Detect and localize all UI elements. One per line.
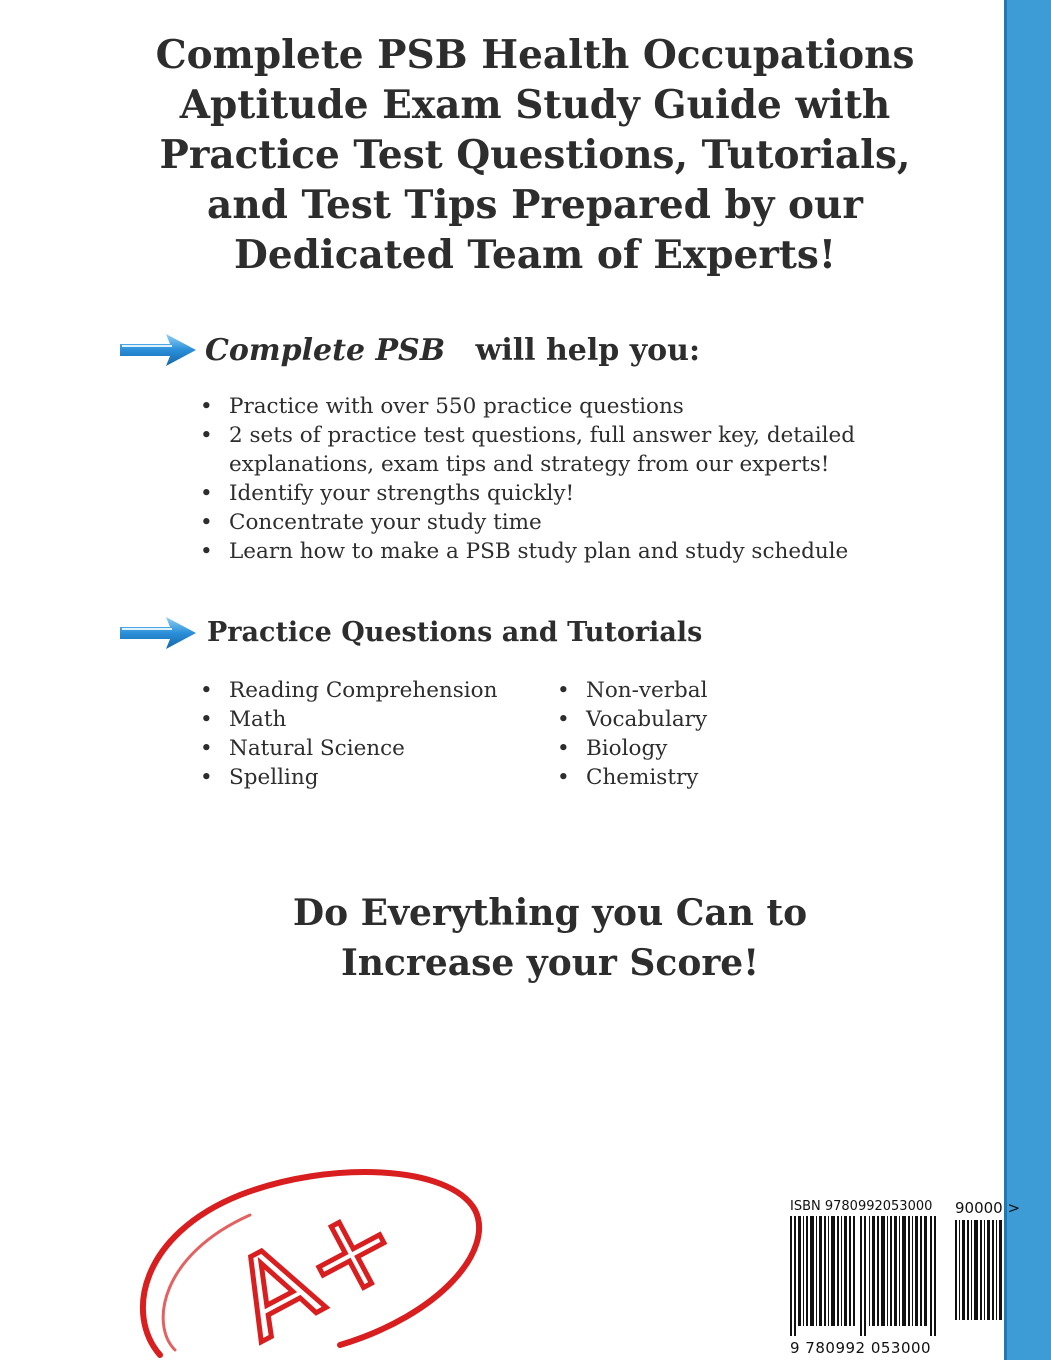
a-plus-grade-icon — [120, 1145, 500, 1365]
list-item: • Non-verbal — [557, 676, 707, 705]
list-item: • Concentrate your study time — [200, 508, 855, 537]
price-code: 90000 > — [955, 1199, 1021, 1217]
title-line: Aptitude Exam Study Guide with — [179, 82, 891, 128]
title-line: Dedicated Team of Experts! — [234, 232, 836, 278]
cta-line: Do Everything you Can to — [292, 892, 808, 934]
list-item: • Identify your strengths quickly! — [200, 479, 855, 508]
list-item-text: 2 sets of practice test questions, full answer key, detailed — [229, 423, 855, 448]
list-item: • Chemistry — [557, 763, 707, 792]
spine-color-bar — [1004, 0, 1051, 1360]
list-item: • Reading Comprehension — [200, 676, 497, 705]
list-item: • Learn how to make a PSB study plan and study schedule — [200, 537, 855, 566]
help-list — [200, 392, 855, 566]
title-line: Practice Test Questions, Tutorials, — [159, 132, 911, 178]
barcode-icon — [790, 1216, 945, 1336]
list-item: • Vocabulary — [557, 705, 707, 734]
price-barcode-icon — [955, 1220, 1003, 1320]
barcode-digits: 9 780992 053000 — [790, 1339, 932, 1357]
cta-line: Increase your Score! — [340, 942, 760, 984]
arrow-right-icon — [118, 332, 198, 368]
list-item: • Math — [200, 705, 497, 734]
help-heading-rest: will help you: — [475, 333, 701, 368]
list-item: • Natural Science — [200, 734, 497, 763]
list-item — [200, 421, 855, 479]
list-item: • Biology — [557, 734, 707, 763]
title-line: and Test Tips Prepared by our — [207, 182, 863, 228]
topics-list-right — [557, 676, 707, 792]
help-heading — [205, 333, 700, 368]
list-item: • Practice with over 550 practice questions — [200, 392, 855, 421]
help-heading-emphasis: Complete PSB — [205, 333, 446, 368]
isbn-label: ISBN 9780992053000 — [790, 1199, 933, 1214]
list-item: • Spelling — [200, 763, 497, 792]
grade-letter: A+ — [212, 1173, 421, 1365]
call-to-action — [150, 888, 950, 988]
practice-heading: Practice Questions and Tutorials — [207, 617, 703, 648]
book-title — [110, 30, 960, 280]
spine-edge — [1004, 0, 1007, 1360]
title-line: Complete PSB Health Occupations — [155, 32, 915, 78]
arrow-right-icon — [118, 615, 198, 651]
topics-list-left — [200, 676, 497, 792]
list-item-continuation: explanations, exam tips and strategy from our experts! — [229, 452, 830, 477]
